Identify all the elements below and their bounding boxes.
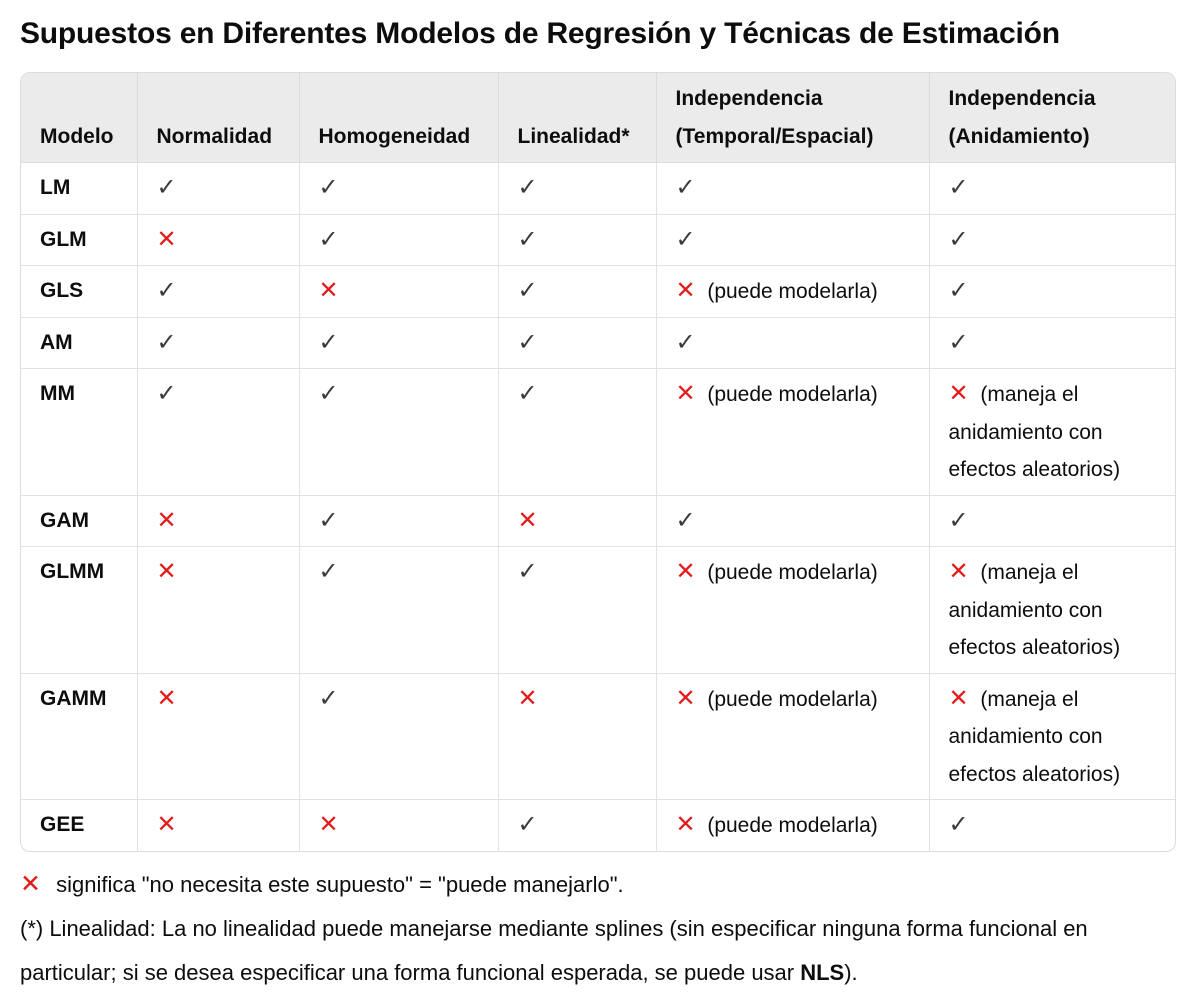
check-icon: ✓ [517, 328, 538, 356]
assumption-cell [929, 369, 1175, 496]
table-row [21, 317, 1175, 369]
model-name: MM [21, 369, 137, 496]
cross-icon: ✕ [948, 558, 969, 585]
check-icon: ✓ [517, 225, 538, 253]
assumption-cell [137, 673, 299, 800]
assumption-cell [299, 800, 498, 851]
assumption-cell [656, 163, 929, 215]
assumption-cell [299, 163, 498, 215]
check-icon: ✓ [675, 506, 696, 534]
cross-icon: ✕ [675, 277, 696, 304]
check-icon: ✓ [948, 328, 969, 356]
check-icon: ✓ [517, 174, 538, 201]
model-name: GEE [21, 800, 137, 851]
assumption-cell [137, 369, 299, 496]
check-icon: ✓ [517, 558, 538, 585]
linearity-note [20, 907, 1180, 995]
cross-icon: ✕ [156, 811, 177, 838]
assumption-cell [929, 547, 1175, 674]
assumption-cell [656, 800, 929, 851]
table-header-row [21, 73, 1175, 163]
assumption-cell [929, 214, 1175, 266]
check-icon: ✓ [948, 225, 969, 253]
assumption-cell [498, 800, 656, 851]
table-row [21, 214, 1175, 266]
cross-icon: ✕ [156, 506, 177, 534]
check-icon: ✓ [318, 506, 339, 534]
cell-note: (puede modelarla) [701, 280, 878, 303]
assumption-cell [137, 163, 299, 215]
table-row [21, 495, 1175, 547]
assumption-cell [656, 547, 929, 674]
check-icon: ✓ [318, 558, 339, 585]
assumption-cell [929, 673, 1175, 800]
check-icon: ✓ [675, 174, 696, 201]
assumption-cell [498, 673, 656, 800]
assumption-cell [656, 673, 929, 800]
assumptions-table [21, 73, 1175, 851]
assumption-cell [656, 214, 929, 266]
cell-note: (maneja el anidamiento con efectos aleatorios) [948, 561, 1121, 659]
cross-icon: ✕ [948, 380, 969, 407]
model-name: AM [21, 317, 137, 369]
cross-icon: ✕ [20, 869, 41, 898]
model-name: GLM [21, 214, 137, 266]
header-independence-temporal: Independencia (Temporal/Espacial) [656, 73, 929, 163]
cell-note: (maneja el anidamiento con efectos aleatorios) [948, 383, 1121, 481]
linearity-note-text: (*) Linealidad: La no linealidad puede manejarse mediante splines (sin especificar ninguna forma funcional en particular; si se desea especificar una forma funcional esperada, se puede usar [20, 915, 1088, 985]
cross-icon: ✕ [948, 684, 969, 712]
table-row [21, 266, 1175, 318]
assumption-cell [929, 317, 1175, 369]
header-homogeneity: Homogeneidad [299, 73, 498, 163]
assumption-cell [299, 266, 498, 318]
check-icon: ✓ [948, 174, 969, 201]
check-icon: ✓ [948, 811, 969, 838]
assumption-cell [299, 317, 498, 369]
assumption-cell [656, 266, 929, 318]
assumption-cell [299, 673, 498, 800]
linearity-note-bold: NLS [800, 959, 845, 985]
check-icon: ✓ [318, 684, 339, 712]
model-name: GLMM [21, 547, 137, 674]
assumption-cell [656, 495, 929, 547]
assumption-cell [498, 266, 656, 318]
check-icon: ✓ [517, 380, 538, 407]
assumption-cell [498, 317, 656, 369]
assumption-cell [498, 547, 656, 674]
cross-icon: ✕ [675, 684, 696, 712]
assumption-cell [498, 163, 656, 215]
cell-note: (puede modelarla) [701, 383, 878, 406]
assumption-cell [137, 547, 299, 674]
linearity-note-suffix: ). [844, 959, 858, 985]
assumption-cell [498, 369, 656, 496]
header-independence-nesting: Independencia (Anidamiento) [929, 73, 1175, 163]
assumption-cell [498, 495, 656, 547]
assumption-cell [299, 495, 498, 547]
header-linearity: Linealidad* [498, 73, 656, 163]
assumptions-table-container [20, 72, 1176, 852]
check-icon: ✓ [675, 328, 696, 356]
assumption-cell [929, 266, 1175, 318]
model-name: GLS [21, 266, 137, 318]
cross-icon: ✕ [675, 811, 696, 838]
table-row [21, 369, 1175, 496]
assumption-cell [137, 800, 299, 851]
cross-icon: ✕ [318, 277, 339, 304]
check-icon: ✓ [156, 328, 177, 356]
legend-line [20, 862, 1180, 907]
assumption-cell [137, 495, 299, 547]
check-icon: ✓ [318, 380, 339, 407]
check-icon: ✓ [675, 225, 696, 253]
model-name: LM [21, 163, 137, 215]
check-icon: ✓ [318, 174, 339, 201]
assumption-cell [929, 495, 1175, 547]
cell-note: (puede modelarla) [701, 687, 878, 711]
cross-icon: ✕ [318, 811, 339, 838]
cross-icon: ✕ [156, 684, 177, 712]
cross-icon: ✕ [156, 225, 177, 253]
table-row [21, 800, 1175, 851]
cross-icon: ✕ [156, 558, 177, 585]
cell-note: (maneja el anidamiento con efectos aleatorios) [948, 687, 1121, 786]
assumption-cell [137, 214, 299, 266]
assumption-cell [137, 317, 299, 369]
check-icon: ✓ [948, 506, 969, 534]
assumption-cell [656, 369, 929, 496]
table-row [21, 547, 1175, 674]
assumption-cell [137, 266, 299, 318]
cross-icon: ✕ [675, 380, 696, 407]
check-icon: ✓ [517, 811, 538, 838]
assumption-cell [929, 163, 1175, 215]
header-normality: Normalidad [137, 73, 299, 163]
header-model: Modelo [21, 73, 137, 163]
model-name: GAMM [21, 673, 137, 800]
check-icon: ✓ [318, 225, 339, 253]
assumption-cell [299, 547, 498, 674]
check-icon: ✓ [948, 277, 969, 304]
table-row [21, 673, 1175, 800]
check-icon: ✓ [318, 328, 339, 356]
assumption-cell [929, 800, 1175, 851]
cross-icon: ✕ [517, 506, 538, 534]
page-title: Supuestos en Diferentes Modelos de Regresión y Técnicas de Estimación [20, 17, 1060, 50]
check-icon: ✓ [156, 380, 177, 407]
assumption-cell [299, 214, 498, 266]
assumption-cell [299, 369, 498, 496]
cross-icon: ✕ [517, 684, 538, 712]
assumption-cell [656, 317, 929, 369]
table-row [21, 163, 1175, 215]
check-icon: ✓ [156, 174, 177, 201]
table-body [21, 163, 1175, 851]
assumption-cell [498, 214, 656, 266]
cell-note: (puede modelarla) [701, 561, 878, 584]
cross-icon: ✕ [675, 558, 696, 585]
model-name: GAM [21, 495, 137, 547]
footer-notes [20, 862, 1180, 995]
check-icon: ✓ [517, 277, 538, 304]
check-icon: ✓ [156, 277, 177, 304]
cell-note: (puede modelarla) [701, 814, 878, 837]
legend-text: significa "no necesita este supuesto" = "puede manejarlo". [56, 871, 624, 897]
